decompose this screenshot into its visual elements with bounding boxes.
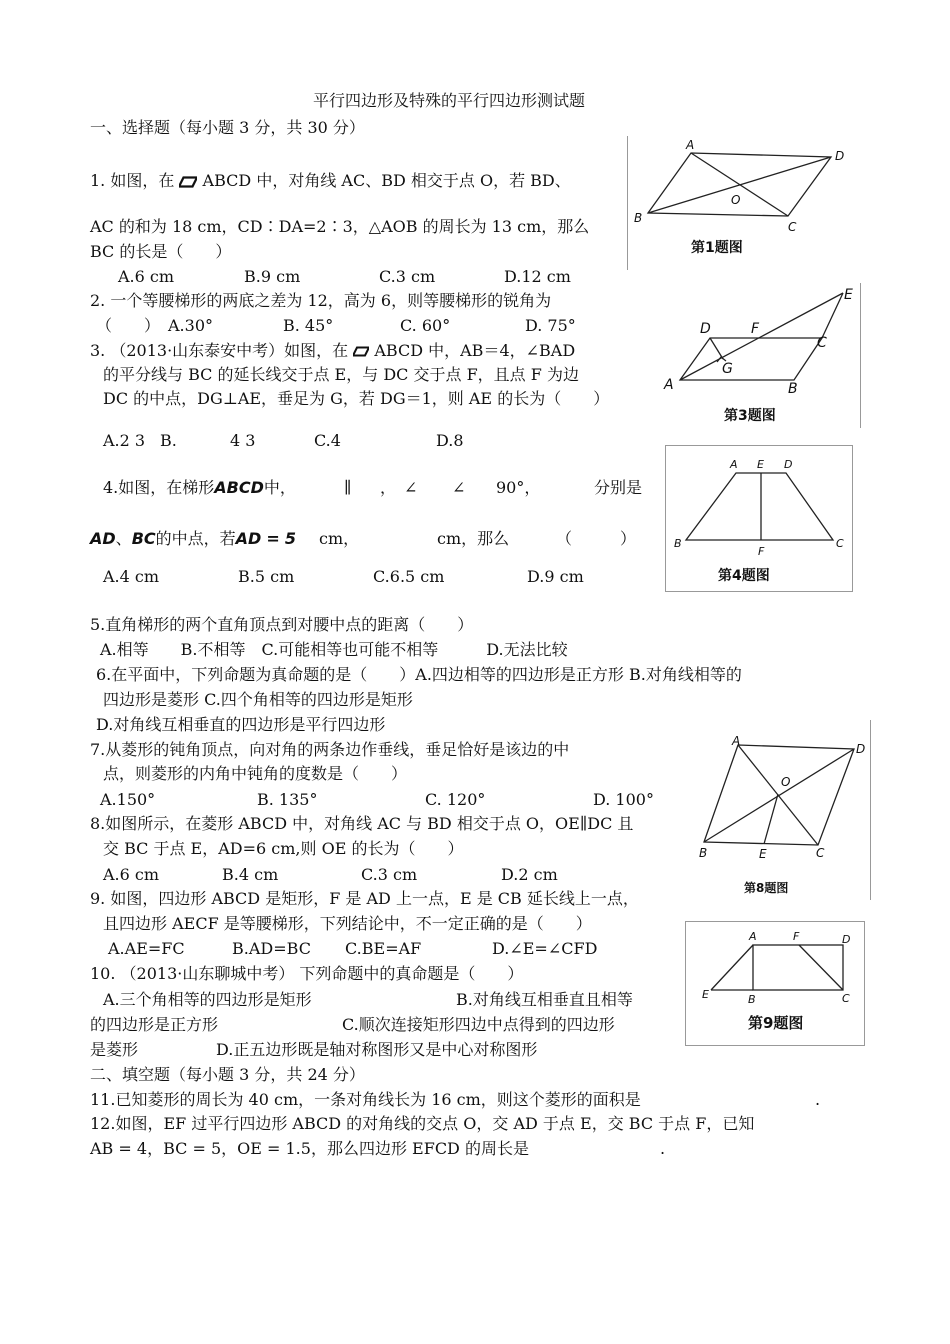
q7-line1: 7.从菱形的钝角顶点，向对角的两条边作垂线，垂足恰好是该边的中	[90, 740, 570, 759]
label-d: D	[700, 321, 711, 337]
q4-eq: =	[266, 529, 280, 548]
q4-angle-1: ∠	[404, 478, 418, 497]
q3-line2: 的平分线与 BC 的延长线交于点 E，与 DC 交于点 F，且点 F 为边	[103, 365, 579, 384]
q4-option-c: C.6.5 cm	[373, 567, 445, 586]
figure-8	[688, 720, 871, 900]
q4-five: 5	[284, 529, 297, 548]
q2-option-b: B. 45°	[283, 316, 334, 335]
q2-paren: （ ）	[96, 316, 161, 335]
label-c: C	[836, 537, 844, 550]
figure-9	[685, 921, 865, 1046]
q10-option-d: D.正五边形既是轴对称图形又是中心对称图形	[216, 1040, 538, 1059]
q4-abcd: ABCD	[214, 478, 264, 497]
label-f: F	[793, 930, 800, 943]
q8-option-d: D.2 cm	[501, 865, 558, 884]
q4-ad2: AD	[235, 529, 262, 548]
q4-line1-a: 4.如图，在梯形	[103, 478, 215, 497]
q4-ad: AD	[90, 529, 116, 548]
q3-line3: DC 的中点，DG⊥AE，垂足为 G，若 DG＝1，则 AE 的长为（ ）	[103, 389, 610, 408]
q1-line3: BC 的长是（ ）	[90, 242, 232, 261]
q9-option-b: B.AD=BC	[232, 939, 311, 958]
q10-line1: 10. （2013·山东聊城中考） 下列命题中的真命题是（ ）	[90, 964, 524, 983]
label-b: B	[699, 846, 708, 860]
figure-8-caption: 第8题图	[744, 881, 789, 895]
q1-option-b: B.9 cm	[244, 267, 301, 286]
q7-option-b: B. 135°	[257, 790, 318, 809]
q11-line1: 11.已知菱形的周长为 40 cm，一条对角线长为 16 cm，则这个菱形的面积是	[90, 1090, 641, 1109]
figure-4	[665, 445, 853, 592]
label-a: A	[732, 734, 741, 748]
q4-cm1: cm，	[319, 529, 360, 548]
label-g: G	[722, 361, 733, 377]
parallelogram-icon	[353, 346, 369, 357]
q3-line1-b: ABCD 中，AB＝4，∠BAD	[374, 341, 576, 360]
q10-option-b: B.对角线互相垂直且相等	[456, 990, 633, 1009]
q9-option-d: D.∠E=∠CFD	[492, 939, 598, 958]
label-e: E	[844, 287, 853, 303]
q2-line1: 2. 一个等腰梯形的两底之差为 12，高为 6，则等腰梯形的锐角为	[90, 291, 552, 310]
label-o: O	[781, 775, 791, 789]
q12-end: .	[660, 1139, 666, 1158]
q2-option-d: D. 75°	[525, 316, 576, 335]
q3-option-c: C.4	[314, 431, 341, 450]
section-choice-heading: 一、选择题（每小题 3 分，共 30 分）	[90, 118, 365, 137]
q4-line2	[90, 528, 296, 550]
q8-line2: 交 BC 于点 E，AD=6 cm,则 OE 的长为（ ）	[103, 839, 464, 858]
label-o: O	[731, 193, 741, 207]
label-d: D	[856, 742, 866, 756]
label-b: B	[788, 381, 798, 397]
q4-option-d: D.9 cm	[527, 567, 584, 586]
figure-1-diagram	[628, 136, 859, 270]
figure-8-diagram	[688, 720, 870, 900]
q1-line1-b: ABCD 中，对角线 AC、BD 相交于点 O，若 BD、	[202, 171, 571, 190]
label-a: A	[686, 138, 695, 152]
q4-line1	[103, 477, 296, 499]
q4-sep: 、	[115, 529, 132, 548]
q2-option-a: A.30°	[168, 316, 213, 335]
q4-option-a: A.4 cm	[103, 567, 160, 586]
page-title: 平行四边形及特殊的平行四边形测试题	[313, 91, 586, 110]
label-a: A	[664, 377, 674, 393]
q1-line1-a: 1. 如图，在	[90, 171, 175, 190]
label-c: C	[816, 846, 825, 860]
label-e: E	[757, 458, 764, 471]
label-e: E	[702, 988, 709, 1001]
q9-line2: 且四边形 AECF 是等腰梯形，下列结论中，不一定正确的是（ ）	[103, 914, 592, 933]
q12-line1: 12.如图，EF 过平行四边形 ABCD 的对角线的交点 O，交 AD 于点 E，交 BC 于点 F，已知	[90, 1114, 755, 1133]
q8-option-a: A.6 cm	[103, 865, 160, 884]
figure-3-caption: 第3题图	[724, 408, 776, 424]
q9-line1: 9. 如图，四边形 ABCD 是矩形，F 是 AD 上一点，E 是 CB 延长线上一点，	[90, 889, 639, 908]
q4-paren: （ ）	[556, 529, 637, 548]
q5-line2: A.相等 B.不相等 C.可能相等也可能不相等 D.无法比较	[100, 640, 568, 659]
q9-option-c: C.BE=AF	[345, 939, 422, 958]
label-c: C	[788, 220, 797, 234]
label-f: F	[751, 321, 760, 337]
label-d: D	[835, 149, 845, 163]
q4-degree: 90°，	[496, 478, 541, 497]
q7-option-d: D. 100°	[593, 790, 654, 809]
label-c: C	[817, 335, 827, 351]
label-b: B	[674, 537, 682, 550]
q10-option-a: A.三个角相等的四边形是矩形	[103, 990, 312, 1009]
figure-1-caption: 第1题图	[691, 240, 743, 256]
q3-option-d: D.8	[436, 431, 464, 450]
figure-4-caption: 第4题图	[718, 568, 770, 584]
q1-line1	[90, 170, 571, 192]
label-d: D	[784, 458, 793, 471]
q4-bc: BC	[131, 529, 156, 548]
label-c: C	[842, 992, 850, 1005]
q6-line2: 四边形是菱形 C.四个角相等的四边形是矩形	[103, 690, 413, 709]
q10-option-c: C.顺次连接矩形四边中点得到的四边形	[342, 1015, 615, 1034]
q4-comma: ，	[380, 478, 397, 497]
figure-1	[627, 136, 859, 270]
q10-line3a: 的四边形是正方形	[90, 1015, 219, 1034]
q4-fenbie: 分别是	[594, 478, 643, 497]
q4-parallel-sign: ∥	[344, 478, 352, 497]
label-e: E	[759, 847, 767, 861]
q12-line2: AB = 4，BC = 5，OE = 1.5，那么四边形 EFCD 的周长是	[90, 1139, 529, 1158]
q7-line2: 点，则菱形的内角中钝角的度数是（ ）	[103, 764, 408, 783]
q3-line1	[90, 340, 575, 362]
q8-line1: 8.如图所示，在菱形 ABCD 中，对角线 AC 与 BD 相交于点 O，OE∥DC 且	[90, 814, 634, 833]
label-a: A	[749, 930, 757, 943]
parallelogram-icon	[179, 176, 197, 188]
q8-option-b: B.4 cm	[222, 865, 279, 884]
q4-cm2: cm，那么	[437, 529, 510, 548]
q6-line1: 6.在平面中，下列命题为真命题的是（ ）A.四边相等的四边形是正方形 B.对角线相等的	[96, 665, 742, 684]
q3-option-b-value: 4 3	[230, 431, 256, 450]
q1-option-c: C.3 cm	[379, 267, 436, 286]
q2-option-c: C. 60°	[400, 316, 451, 335]
q5-line1: 5.直角梯形的两个直角顶点到对腰中点的距离（ ）	[90, 615, 474, 634]
q3-option-a: A.2 3	[103, 431, 146, 450]
q4-mid: 的中点，若	[155, 529, 236, 548]
label-b: B	[634, 211, 643, 225]
q3-line1-a: 3. （2013·山东泰安中考）如图，在	[90, 341, 349, 360]
q9-option-a: A.AE=FC	[108, 939, 185, 958]
label-b: B	[748, 993, 756, 1006]
q1-option-a: A.6 cm	[118, 267, 175, 286]
label-a: A	[730, 458, 738, 471]
q7-option-a: A.150°	[100, 790, 156, 809]
q4-option-b: B.5 cm	[238, 567, 295, 586]
label-f: F	[758, 545, 765, 558]
q4-angle-2: ∠	[452, 478, 466, 497]
q6-line3: D.对角线互相垂直的四边形是平行四边形	[96, 715, 386, 734]
q11-end: .	[815, 1090, 821, 1109]
q8-option-c: C.3 cm	[361, 865, 418, 884]
section-fill-heading: 二、填空题（每小题 3 分，共 24 分）	[90, 1065, 365, 1084]
figure-9-caption: 第9题图	[748, 1014, 804, 1032]
q3-option-b: B.	[160, 431, 177, 450]
figure-3	[660, 283, 861, 428]
q1-line2: AC 的和为 18 cm，CD∶DA=2∶3，△AOB 的周长为 13 cm，那么	[90, 217, 590, 236]
q1-option-d: D.12 cm	[504, 267, 571, 286]
q4-line1-b: 中，	[263, 478, 296, 497]
label-d: D	[842, 933, 851, 946]
q10-line4a: 是菱形	[90, 1040, 139, 1059]
q7-option-c: C. 120°	[425, 790, 486, 809]
